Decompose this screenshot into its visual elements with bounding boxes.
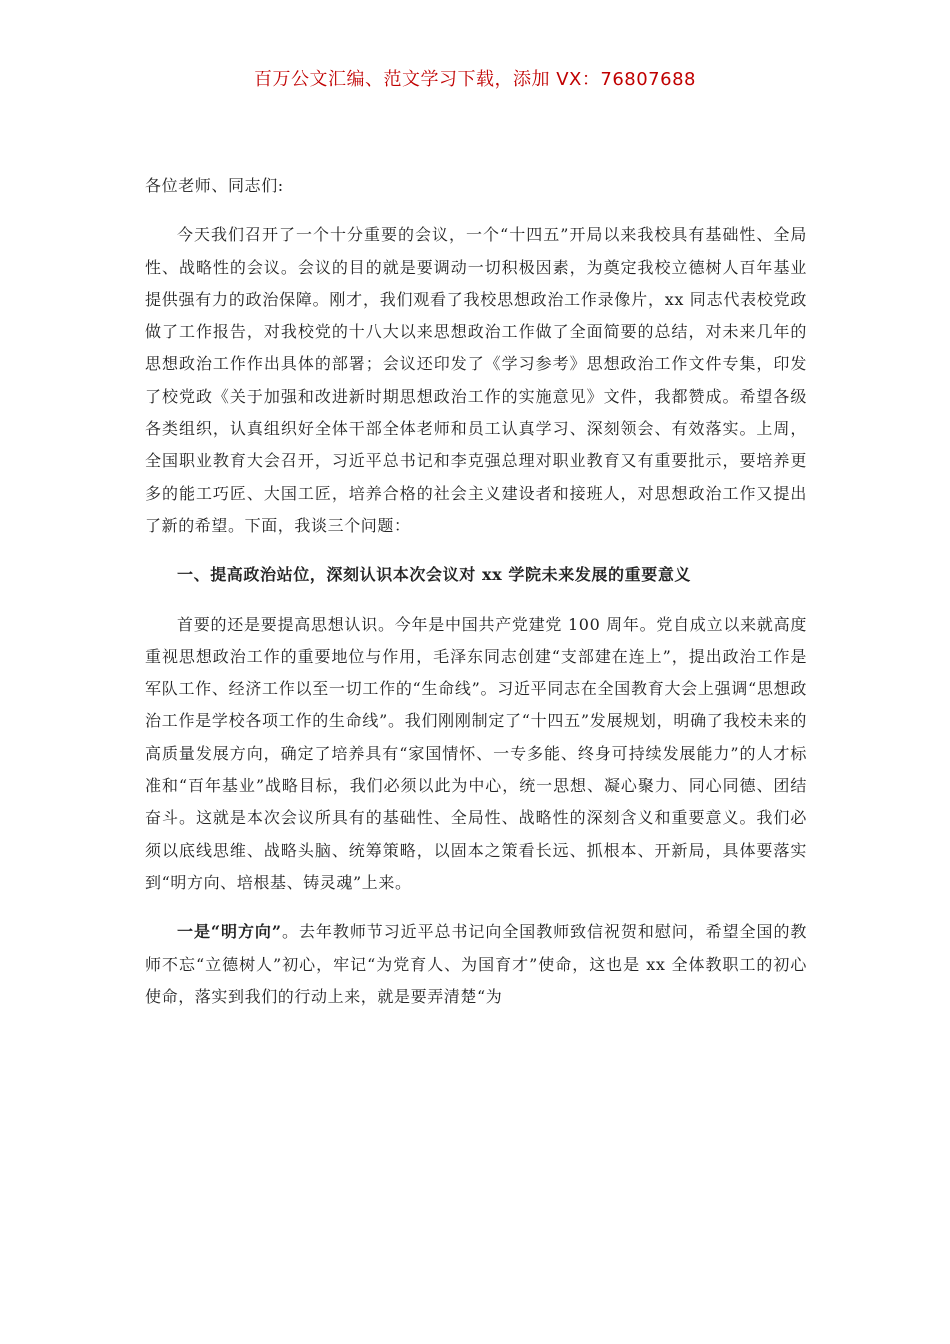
point-1-text: 。去年教师节习近平总书记向全国教师致信祝贺和慰问，希望全国的教师不忘“立德树人”初心，牢记“为党育人、为国育才”使命，这也是 xx 全体教职工的初心使命，落实到我们的行动上来，就是要弄清楚“为 (145, 922, 807, 1006)
section-1-heading: 一、提高政治站位，深刻认识本次会议对 xx 学院未来发展的重要意义 (177, 565, 692, 585)
point-1-paragraph (145, 916, 807, 1013)
salutation: 各位老师、同志们: (145, 176, 284, 195)
watermark-banner: 百万公文汇编、范文学习下载，添加 VX：76807688 (254, 69, 696, 90)
section-1-paragraph: 首要的还是要提高思想认识。今年是中国共产党建党 100 周年。党自成立以来就高度重视思想政治工作的重要地位与作用，毛泽东同志创建“支部建在连上”，提出政治工作是军队工作、经济工作以至一切工作的“生命线”。习近平同志在全国教育大会上强调“思想政治工作是学校各项工作的生命线”。我们刚刚制定了“十四五”发展规划，明确了我校未来的高质量发展方向，确定了培养具有“家国情怀、一专多能、终身可持续发展能力”的人才标准和“百年基业”战略目标，我们必须以此为中心，统一思想、凝心聚力、同心同德、团结奋斗。这就是本次会议所具有的基础性、全局性、战略性的深刻含义和重要意义。我们必须以底线思维、战略头脑、统筹策略，以固本之策看长远、抓根本、开新局，具体要落实到“明方向、培根基、铸灵魂”上来。 (145, 614, 807, 892)
intro-paragraph: 今天我们召开了一个十分重要的会议，一个“十四五”开局以来我校具有基础性、全局性、战略性的会议。会议的目的就是要调动一切积极因素，为奠定我校立德树人百年基业提供强有力的政治保障。刚才，我们观看了我校思想政治工作录像片，xx 同志代表校党政做了工作报告，对我校党的十八大以来思想政治工作做了全面简要的总结，对未来几年的思想政治工作作出具体的部署；会议还印发了《学习参考》思想政治工作文件专集，印发了校党政《关于加强和改进新时期思想政治工作的实施意见》文件，我都赞成。希望各级各类组织，认真组织好全体干部全体老师和员工认真学习、深刻领会、有效落实。上周，全国职业教育大会召开，习近平总书记和李克强总理对职业教育又有重要批示，要培养更多的能工巧匠、大国工匠，培养合格的社会主义建设者和接班人，对思想政治工作又提出了新的希望。下面，我谈三个问题： (145, 225, 807, 535)
point-1-lead: 一是“明方向” (177, 922, 282, 942)
document-body (145, 170, 807, 1013)
